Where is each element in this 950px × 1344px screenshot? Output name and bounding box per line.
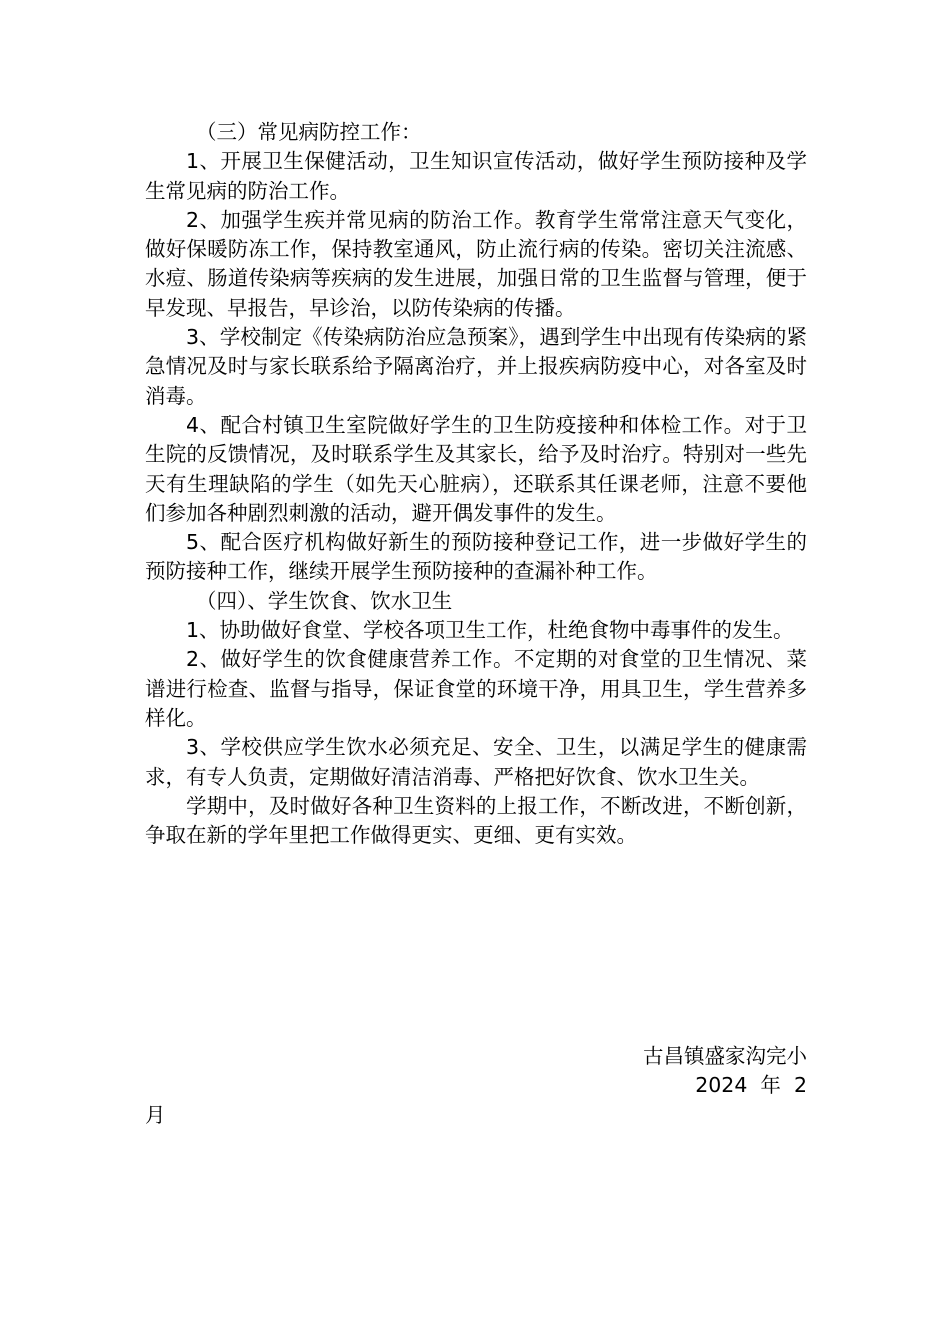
paragraph-item-3-1: 1、开展卫生保健活动，卫生知识宣传活动，做好学生预防接种及学生常见病的防治工作。 <box>145 149 807 203</box>
paragraph-item-3-3: 3、学校制定《传染病防治应急预案》，遇到学生中出现有传染病的紧急情况及时与家长联系给予隔离治疗，并上报疾病防疫中心，对各室及时消毒。 <box>145 325 807 408</box>
signature-block <box>145 1042 807 1130</box>
paragraph-item-4-3: 3、学校供应学生饮水必须充足、安全、卫生，以满足学生的健康需求，有专人负责，定期做好清洁消毒、严格把好饮食、饮水卫生关。 <box>145 735 807 789</box>
section-heading-4: （四）、学生饮食、饮水卫生 <box>196 588 453 613</box>
closing-paragraph: 学期中，及时做好各种卫生资料的上报工作，不断改进，不断创新，争取在新的学年里把工作做得更实、更细、更有实效。 <box>145 793 807 848</box>
paragraph-item-3-2: 2、加强学生疾并常见病的防治工作。教育学生常常注意天气变化，做好保暖防冻工作，保持教室通风，防止流行病的传染。密切关注流感、水痘、肠道传染病等疾病的发生进展，加强日常的卫生监督与管理，便于早发现、早报告，早诊治，以防传染病的传播。 <box>145 207 807 320</box>
signature-organization: 古昌镇盛家沟完小 <box>643 1044 807 1068</box>
paragraph-item-4-1: 1、协助做好食堂、学校各项卫生工作，杜绝食物中毒事件的发生。 <box>186 618 794 643</box>
signature-month: 月 <box>145 1102 166 1127</box>
paragraph-item-3-4: 4、配合村镇卫生室院做好学生的卫生防疫接种和体检工作。对于卫生院的反馈情况，及时联系学生及其家长，给予及时治疗。特别对一些先天有生理缺陷的学生（如先天心脏病），还联系其任课老师，注意不要他们参加各种剧烈刺激的活动，避开偶发事件的发生。 <box>145 412 807 525</box>
section-heading-3: （三）常见病防控工作： <box>196 120 422 144</box>
paragraph-item-4-2: 2、做好学生的饮食健康营养工作。不定期的对食堂的卫生情况、菜谱进行检查、监督与指导，保证食堂的环境干净，用具卫生，学生营养多样化。 <box>145 647 807 730</box>
document-body <box>145 118 807 850</box>
signature-date: 2024 年 2 <box>695 1073 807 1098</box>
paragraph-item-3-5: 5、配合医疗机构做好新生的预防接种登记工作，进一步做好学生的预防接种工作，继续开展学生预防接种的查漏补种工作。 <box>145 530 807 584</box>
